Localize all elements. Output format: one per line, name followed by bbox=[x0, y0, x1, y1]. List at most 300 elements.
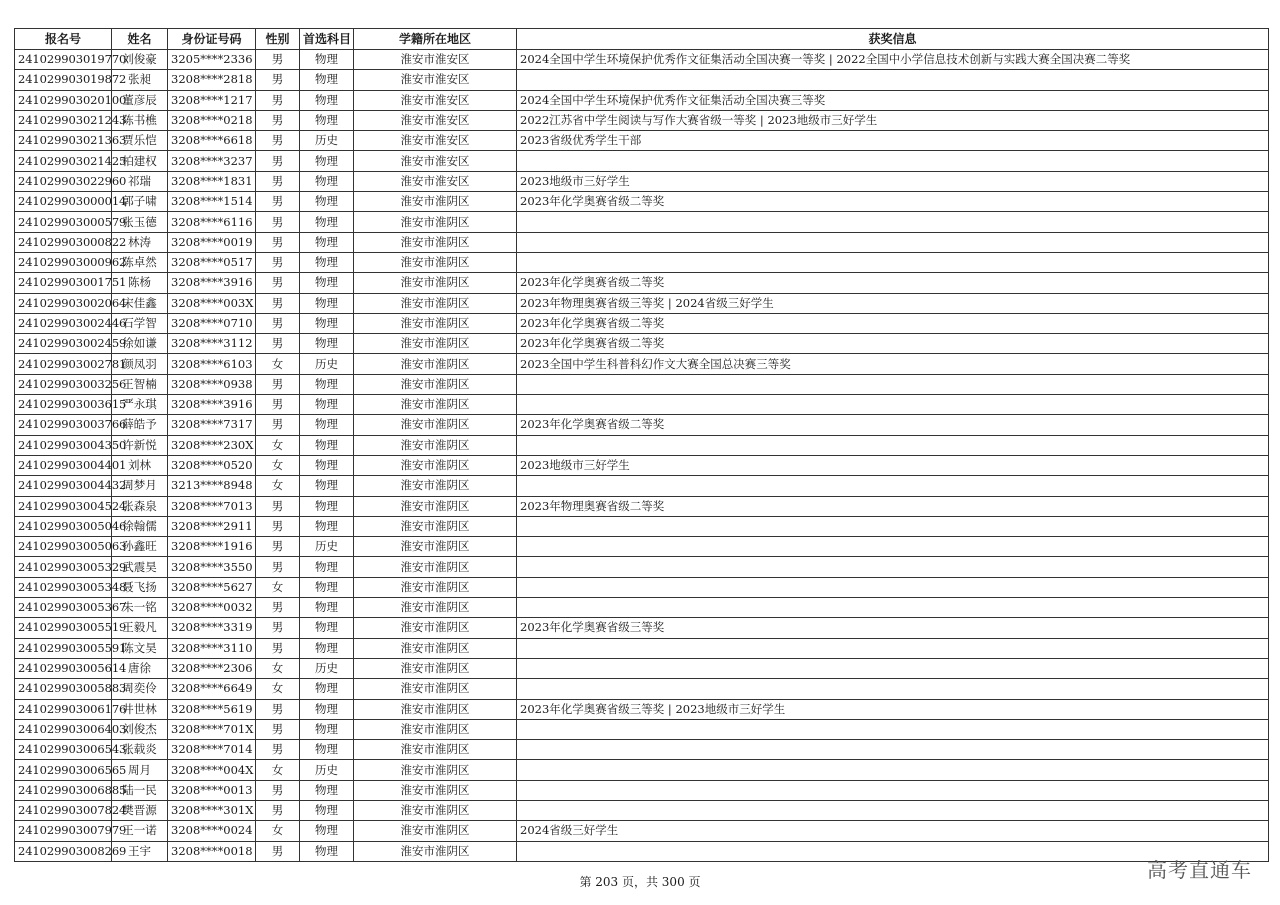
cell-gender: 男 bbox=[256, 110, 300, 130]
cell-registration-no: 241029903000579 bbox=[15, 212, 112, 232]
cell-region: 淮安市淮阴区 bbox=[354, 557, 517, 577]
cell-preferred-subject: 物理 bbox=[300, 232, 354, 252]
cell-gender: 女 bbox=[256, 455, 300, 475]
cell-registration-no: 241029903005591 bbox=[15, 638, 112, 658]
cell-preferred-subject: 物理 bbox=[300, 577, 354, 597]
cell-name: 张昶 bbox=[112, 70, 168, 90]
cell-gender: 女 bbox=[256, 760, 300, 780]
cell-region: 淮安市淮阴区 bbox=[354, 313, 517, 333]
cell-awards bbox=[517, 435, 1269, 455]
cell-awards bbox=[517, 780, 1269, 800]
cell-name: 祁瑞 bbox=[112, 171, 168, 191]
cell-preferred-subject: 物理 bbox=[300, 313, 354, 333]
table-row bbox=[15, 415, 1269, 435]
cell-awards: 2024省级三好学生 bbox=[517, 821, 1269, 841]
cell-region: 淮安市淮阴区 bbox=[354, 679, 517, 699]
cell-gender: 女 bbox=[256, 821, 300, 841]
cell-awards: 2023省级优秀学生干部 bbox=[517, 131, 1269, 151]
table-body bbox=[15, 50, 1269, 862]
cell-name: 王智楠 bbox=[112, 374, 168, 394]
cell-id-number: 3208****0938 bbox=[168, 374, 256, 394]
cell-id-number: 3208****5619 bbox=[168, 699, 256, 719]
table-row bbox=[15, 841, 1269, 861]
cell-region: 淮安市淮阴区 bbox=[354, 455, 517, 475]
cell-region: 淮安市淮阴区 bbox=[354, 293, 517, 313]
cell-region: 淮安市淮阴区 bbox=[354, 212, 517, 232]
cell-registration-no: 241029903005519 bbox=[15, 618, 112, 638]
cell-registration-no: 241029903020100 bbox=[15, 90, 112, 110]
cell-gender: 男 bbox=[256, 516, 300, 536]
cell-preferred-subject: 物理 bbox=[300, 476, 354, 496]
cell-preferred-subject: 物理 bbox=[300, 415, 354, 435]
cell-name: 井世林 bbox=[112, 699, 168, 719]
cell-preferred-subject: 物理 bbox=[300, 455, 354, 475]
cell-id-number: 3208****0218 bbox=[168, 110, 256, 130]
table-row bbox=[15, 50, 1269, 70]
cell-registration-no: 241029903019872 bbox=[15, 70, 112, 90]
cell-id-number: 3208****0013 bbox=[168, 780, 256, 800]
cell-preferred-subject: 物理 bbox=[300, 151, 354, 171]
cell-preferred-subject: 物理 bbox=[300, 334, 354, 354]
cell-gender: 男 bbox=[256, 131, 300, 151]
table-row bbox=[15, 800, 1269, 820]
cell-registration-no: 241029903001751 bbox=[15, 273, 112, 293]
cell-region: 淮安市淮阴区 bbox=[354, 760, 517, 780]
cell-preferred-subject: 物理 bbox=[300, 800, 354, 820]
cell-preferred-subject: 物理 bbox=[300, 699, 354, 719]
cell-id-number: 3208****0018 bbox=[168, 841, 256, 861]
cell-id-number: 3208****3916 bbox=[168, 395, 256, 415]
cell-name: 柏建权 bbox=[112, 151, 168, 171]
cell-registration-no: 241029903019770 bbox=[15, 50, 112, 70]
cell-name: 唐徐 bbox=[112, 658, 168, 678]
cell-registration-no: 241029903004350 bbox=[15, 435, 112, 455]
cell-preferred-subject: 物理 bbox=[300, 252, 354, 272]
cell-region: 淮安市淮阴区 bbox=[354, 719, 517, 739]
table-row bbox=[15, 577, 1269, 597]
cell-name: 张玉德 bbox=[112, 212, 168, 232]
table-row bbox=[15, 618, 1269, 638]
cell-name: 樊晋源 bbox=[112, 800, 168, 820]
cell-id-number: 3208****6116 bbox=[168, 212, 256, 232]
cell-awards bbox=[517, 516, 1269, 536]
cell-region: 淮安市淮阴区 bbox=[354, 273, 517, 293]
table-row bbox=[15, 212, 1269, 232]
cell-registration-no: 241029903005367 bbox=[15, 598, 112, 618]
cell-awards bbox=[517, 740, 1269, 760]
cell-preferred-subject: 物理 bbox=[300, 780, 354, 800]
cell-name: 王一诺 bbox=[112, 821, 168, 841]
table-row bbox=[15, 90, 1269, 110]
table-row bbox=[15, 171, 1269, 191]
table-row bbox=[15, 557, 1269, 577]
cell-preferred-subject: 物理 bbox=[300, 821, 354, 841]
table-row bbox=[15, 638, 1269, 658]
cell-region: 淮安市淮阴区 bbox=[354, 252, 517, 272]
header-id-number: 身份证号码 bbox=[168, 29, 256, 50]
cell-region: 淮安市淮阴区 bbox=[354, 821, 517, 841]
cell-name: 贾乐恺 bbox=[112, 131, 168, 151]
cell-gender: 男 bbox=[256, 699, 300, 719]
cell-name: 周奕伶 bbox=[112, 679, 168, 699]
cell-id-number: 3208****1514 bbox=[168, 192, 256, 212]
cell-name: 林涛 bbox=[112, 232, 168, 252]
cell-id-number: 3213****8948 bbox=[168, 476, 256, 496]
cell-id-number: 3208****3319 bbox=[168, 618, 256, 638]
cell-gender: 男 bbox=[256, 90, 300, 110]
candidate-table bbox=[14, 28, 1269, 862]
cell-gender: 男 bbox=[256, 496, 300, 516]
table-row bbox=[15, 374, 1269, 394]
cell-awards bbox=[517, 658, 1269, 678]
table-row bbox=[15, 334, 1269, 354]
cell-preferred-subject: 物理 bbox=[300, 110, 354, 130]
cell-id-number: 3208****0024 bbox=[168, 821, 256, 841]
cell-name: 张载炎 bbox=[112, 740, 168, 760]
cell-gender: 男 bbox=[256, 252, 300, 272]
cell-region: 淮安市淮阴区 bbox=[354, 638, 517, 658]
cell-id-number: 3208****1831 bbox=[168, 171, 256, 191]
cell-gender: 男 bbox=[256, 70, 300, 90]
header-registration-no: 报名号 bbox=[15, 29, 112, 50]
cell-id-number: 3208****004X bbox=[168, 760, 256, 780]
cell-id-number: 3208****6103 bbox=[168, 354, 256, 374]
cell-id-number: 3208****3110 bbox=[168, 638, 256, 658]
table-row bbox=[15, 516, 1269, 536]
cell-awards: 2023年化学奥赛省级三等奖 | 2023地级市三好学生 bbox=[517, 699, 1269, 719]
cell-gender: 男 bbox=[256, 841, 300, 861]
cell-name: 陈书樵 bbox=[112, 110, 168, 130]
cell-gender: 男 bbox=[256, 151, 300, 171]
cell-gender: 男 bbox=[256, 334, 300, 354]
cell-id-number: 3205****2336 bbox=[168, 50, 256, 70]
cell-registration-no: 241029903000962 bbox=[15, 252, 112, 272]
cell-awards bbox=[517, 577, 1269, 597]
cell-registration-no: 241029903005046 bbox=[15, 516, 112, 536]
cell-preferred-subject: 物理 bbox=[300, 70, 354, 90]
cell-region: 淮安市淮阴区 bbox=[354, 435, 517, 455]
cell-region: 淮安市淮阴区 bbox=[354, 232, 517, 252]
cell-id-number: 3208****3112 bbox=[168, 334, 256, 354]
cell-preferred-subject: 物理 bbox=[300, 435, 354, 455]
cell-region: 淮安市淮阴区 bbox=[354, 800, 517, 820]
table-header-row bbox=[15, 29, 1269, 50]
cell-region: 淮安市淮阴区 bbox=[354, 658, 517, 678]
table-row bbox=[15, 232, 1269, 252]
cell-region: 淮安市淮阴区 bbox=[354, 577, 517, 597]
cell-region: 淮安市淮阴区 bbox=[354, 395, 517, 415]
cell-preferred-subject: 物理 bbox=[300, 516, 354, 536]
cell-registration-no: 241029903006565 bbox=[15, 760, 112, 780]
table-row bbox=[15, 476, 1269, 496]
cell-name: 周月 bbox=[112, 760, 168, 780]
cell-registration-no: 241029903003615 bbox=[15, 395, 112, 415]
table-row bbox=[15, 719, 1269, 739]
cell-name: 周梦月 bbox=[112, 476, 168, 496]
cell-id-number: 3208****1916 bbox=[168, 537, 256, 557]
cell-awards: 2023地级市三好学生 bbox=[517, 455, 1269, 475]
cell-preferred-subject: 物理 bbox=[300, 90, 354, 110]
cell-gender: 男 bbox=[256, 415, 300, 435]
cell-name: 徐翰儒 bbox=[112, 516, 168, 536]
cell-id-number: 3208****0520 bbox=[168, 455, 256, 475]
cell-awards bbox=[517, 557, 1269, 577]
page-number-footer: 第 203 页，共 300 页 bbox=[579, 875, 701, 889]
table-row bbox=[15, 821, 1269, 841]
cell-awards bbox=[517, 800, 1269, 820]
cell-awards: 2023年化学奥赛省级二等奖 bbox=[517, 313, 1269, 333]
cell-registration-no: 241029903007979 bbox=[15, 821, 112, 841]
header-awards: 获奖信息 bbox=[517, 29, 1269, 50]
cell-awards bbox=[517, 719, 1269, 739]
cell-preferred-subject: 历史 bbox=[300, 658, 354, 678]
cell-preferred-subject: 物理 bbox=[300, 496, 354, 516]
cell-awards bbox=[517, 252, 1269, 272]
cell-region: 淮安市淮阴区 bbox=[354, 374, 517, 394]
cell-preferred-subject: 物理 bbox=[300, 273, 354, 293]
cell-gender: 女 bbox=[256, 577, 300, 597]
cell-id-number: 3208****0517 bbox=[168, 252, 256, 272]
cell-gender: 男 bbox=[256, 557, 300, 577]
cell-gender: 男 bbox=[256, 719, 300, 739]
cell-region: 淮安市淮阴区 bbox=[354, 334, 517, 354]
cell-name: 武震昊 bbox=[112, 557, 168, 577]
cell-registration-no: 241029903005063 bbox=[15, 537, 112, 557]
table-row bbox=[15, 252, 1269, 272]
cell-id-number: 3208****3916 bbox=[168, 273, 256, 293]
cell-id-number: 3208****3550 bbox=[168, 557, 256, 577]
cell-name: 董彦辰 bbox=[112, 90, 168, 110]
cell-name: 王宇 bbox=[112, 841, 168, 861]
cell-awards: 2023年物理奥赛省级二等奖 bbox=[517, 496, 1269, 516]
cell-awards: 2022江苏省中学生阅读与写作大赛省级一等奖 | 2023地级市三好学生 bbox=[517, 110, 1269, 130]
cell-gender: 女 bbox=[256, 435, 300, 455]
cell-region: 淮安市淮阴区 bbox=[354, 740, 517, 760]
document-sheet bbox=[14, 28, 1268, 862]
cell-id-number: 3208****2818 bbox=[168, 70, 256, 90]
cell-registration-no: 241029903002459 bbox=[15, 334, 112, 354]
cell-registration-no: 241029903003766 bbox=[15, 415, 112, 435]
cell-region: 淮安市淮阴区 bbox=[354, 476, 517, 496]
watermark: 高考直通车 bbox=[1147, 858, 1252, 882]
cell-awards bbox=[517, 212, 1269, 232]
table-row bbox=[15, 354, 1269, 374]
cell-name: 孙鑫旺 bbox=[112, 537, 168, 557]
cell-awards: 2023年化学奥赛省级二等奖 bbox=[517, 334, 1269, 354]
cell-registration-no: 241029903000014 bbox=[15, 192, 112, 212]
cell-preferred-subject: 物理 bbox=[300, 740, 354, 760]
cell-awards bbox=[517, 679, 1269, 699]
cell-gender: 男 bbox=[256, 50, 300, 70]
cell-registration-no: 241029903008269 bbox=[15, 841, 112, 861]
cell-preferred-subject: 物理 bbox=[300, 841, 354, 861]
cell-name: 郭子啸 bbox=[112, 192, 168, 212]
table-row bbox=[15, 395, 1269, 415]
cell-region: 淮安市淮阴区 bbox=[354, 516, 517, 536]
cell-region: 淮安市淮阴区 bbox=[354, 780, 517, 800]
table-row bbox=[15, 760, 1269, 780]
cell-region: 淮安市淮阴区 bbox=[354, 841, 517, 861]
cell-preferred-subject: 物理 bbox=[300, 719, 354, 739]
cell-preferred-subject: 物理 bbox=[300, 679, 354, 699]
cell-awards bbox=[517, 598, 1269, 618]
cell-awards: 2023年化学奥赛省级三等奖 bbox=[517, 618, 1269, 638]
cell-gender: 男 bbox=[256, 740, 300, 760]
cell-id-number: 3208****6649 bbox=[168, 679, 256, 699]
cell-registration-no: 241029903000822 bbox=[15, 232, 112, 252]
cell-registration-no: 241029903022960 bbox=[15, 171, 112, 191]
table-row bbox=[15, 658, 1269, 678]
cell-awards bbox=[517, 638, 1269, 658]
table-row bbox=[15, 455, 1269, 475]
cell-name: 聂飞扬 bbox=[112, 577, 168, 597]
cell-gender: 男 bbox=[256, 395, 300, 415]
cell-preferred-subject: 物理 bbox=[300, 638, 354, 658]
cell-awards: 2023全国中学生科普科幻作文大赛全国总决赛三等奖 bbox=[517, 354, 1269, 374]
cell-registration-no: 241029903007824 bbox=[15, 800, 112, 820]
cell-gender: 男 bbox=[256, 232, 300, 252]
cell-name: 刘林 bbox=[112, 455, 168, 475]
cell-id-number: 3208****2911 bbox=[168, 516, 256, 536]
cell-name: 严永琪 bbox=[112, 395, 168, 415]
cell-registration-no: 241029903004524 bbox=[15, 496, 112, 516]
table-row bbox=[15, 598, 1269, 618]
table-row bbox=[15, 699, 1269, 719]
cell-id-number: 3208****701X bbox=[168, 719, 256, 739]
cell-id-number: 3208****0032 bbox=[168, 598, 256, 618]
cell-preferred-subject: 历史 bbox=[300, 760, 354, 780]
table-row bbox=[15, 496, 1269, 516]
header-name: 姓名 bbox=[112, 29, 168, 50]
table-row bbox=[15, 537, 1269, 557]
cell-id-number: 3208****7014 bbox=[168, 740, 256, 760]
cell-awards bbox=[517, 151, 1269, 171]
cell-preferred-subject: 物理 bbox=[300, 171, 354, 191]
cell-region: 淮安市淮安区 bbox=[354, 171, 517, 191]
cell-gender: 女 bbox=[256, 476, 300, 496]
cell-registration-no: 241029903006403 bbox=[15, 719, 112, 739]
header-preferred-subject: 首选科目 bbox=[300, 29, 354, 50]
cell-registration-no: 241029903004401 bbox=[15, 455, 112, 475]
cell-region: 淮安市淮阴区 bbox=[354, 537, 517, 557]
cell-name: 王毅凡 bbox=[112, 618, 168, 638]
table-row bbox=[15, 740, 1269, 760]
cell-preferred-subject: 物理 bbox=[300, 618, 354, 638]
cell-preferred-subject: 历史 bbox=[300, 537, 354, 557]
cell-id-number: 3208****3237 bbox=[168, 151, 256, 171]
cell-name: 朱一铭 bbox=[112, 598, 168, 618]
cell-awards bbox=[517, 232, 1269, 252]
cell-awards bbox=[517, 374, 1269, 394]
cell-registration-no: 241029903005348 bbox=[15, 577, 112, 597]
cell-preferred-subject: 物理 bbox=[300, 395, 354, 415]
cell-region: 淮安市淮阴区 bbox=[354, 699, 517, 719]
cell-gender: 男 bbox=[256, 638, 300, 658]
cell-awards bbox=[517, 476, 1269, 496]
cell-gender: 男 bbox=[256, 212, 300, 232]
cell-awards bbox=[517, 537, 1269, 557]
cell-awards bbox=[517, 760, 1269, 780]
cell-id-number: 3208****2306 bbox=[168, 658, 256, 678]
cell-registration-no: 241029903006543 bbox=[15, 740, 112, 760]
cell-name: 陈杨 bbox=[112, 273, 168, 293]
cell-registration-no: 241029903021363 bbox=[15, 131, 112, 151]
cell-awards bbox=[517, 70, 1269, 90]
cell-region: 淮安市淮阴区 bbox=[354, 618, 517, 638]
cell-preferred-subject: 物理 bbox=[300, 374, 354, 394]
cell-region: 淮安市淮安区 bbox=[354, 90, 517, 110]
cell-registration-no: 241029903006885 bbox=[15, 780, 112, 800]
cell-registration-no: 241029903005883 bbox=[15, 679, 112, 699]
cell-preferred-subject: 物理 bbox=[300, 192, 354, 212]
cell-name: 石学智 bbox=[112, 313, 168, 333]
cell-region: 淮安市淮安区 bbox=[354, 151, 517, 171]
cell-gender: 女 bbox=[256, 679, 300, 699]
cell-id-number: 3208****0019 bbox=[168, 232, 256, 252]
cell-id-number: 3208****7317 bbox=[168, 415, 256, 435]
cell-id-number: 3208****230X bbox=[168, 435, 256, 455]
cell-preferred-subject: 物理 bbox=[300, 557, 354, 577]
cell-gender: 女 bbox=[256, 354, 300, 374]
cell-id-number: 3208****003X bbox=[168, 293, 256, 313]
cell-region: 淮安市淮安区 bbox=[354, 70, 517, 90]
cell-name: 陈文昊 bbox=[112, 638, 168, 658]
cell-preferred-subject: 历史 bbox=[300, 354, 354, 374]
cell-gender: 男 bbox=[256, 171, 300, 191]
cell-name: 陈卓然 bbox=[112, 252, 168, 272]
cell-region: 淮安市淮阴区 bbox=[354, 192, 517, 212]
cell-region: 淮安市淮阴区 bbox=[354, 496, 517, 516]
table-row bbox=[15, 293, 1269, 313]
table-row bbox=[15, 70, 1269, 90]
cell-gender: 男 bbox=[256, 537, 300, 557]
cell-name: 颜凤羽 bbox=[112, 354, 168, 374]
cell-awards: 2023年物理奥赛省级三等奖 | 2024省级三好学生 bbox=[517, 293, 1269, 313]
cell-name: 刘俊杰 bbox=[112, 719, 168, 739]
table-row bbox=[15, 110, 1269, 130]
cell-registration-no: 241029903004432 bbox=[15, 476, 112, 496]
cell-name: 徐如谦 bbox=[112, 334, 168, 354]
table-row bbox=[15, 780, 1269, 800]
cell-gender: 男 bbox=[256, 780, 300, 800]
table-row bbox=[15, 192, 1269, 212]
cell-gender: 男 bbox=[256, 273, 300, 293]
cell-gender: 男 bbox=[256, 800, 300, 820]
cell-registration-no: 241029903005614 bbox=[15, 658, 112, 678]
cell-id-number: 3208****7013 bbox=[168, 496, 256, 516]
cell-awards: 2023年化学奥赛省级二等奖 bbox=[517, 415, 1269, 435]
cell-gender: 男 bbox=[256, 192, 300, 212]
cell-preferred-subject: 物理 bbox=[300, 598, 354, 618]
header-gender: 性别 bbox=[256, 29, 300, 50]
cell-id-number: 3208****301X bbox=[168, 800, 256, 820]
table-row bbox=[15, 313, 1269, 333]
cell-region: 淮安市淮安区 bbox=[354, 131, 517, 151]
cell-name: 薛皓予 bbox=[112, 415, 168, 435]
cell-registration-no: 241029903002446 bbox=[15, 313, 112, 333]
table-row bbox=[15, 151, 1269, 171]
table-row bbox=[15, 679, 1269, 699]
cell-preferred-subject: 物理 bbox=[300, 293, 354, 313]
cell-preferred-subject: 物理 bbox=[300, 212, 354, 232]
cell-region: 淮安市淮阴区 bbox=[354, 354, 517, 374]
cell-region: 淮安市淮阴区 bbox=[354, 415, 517, 435]
cell-awards: 2023年化学奥赛省级二等奖 bbox=[517, 273, 1269, 293]
cell-id-number: 3208****1217 bbox=[168, 90, 256, 110]
cell-awards bbox=[517, 395, 1269, 415]
table-row bbox=[15, 435, 1269, 455]
cell-registration-no: 241029903005329 bbox=[15, 557, 112, 577]
